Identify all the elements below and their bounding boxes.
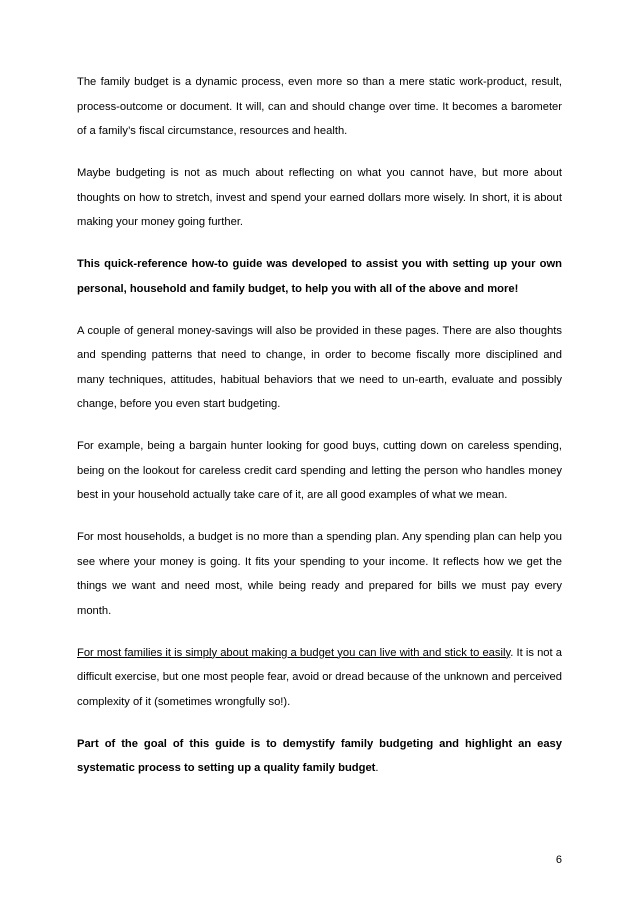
paragraph-text: For most households, a budget is no more than a spending plan. Any spending plan can help you see where your money is going. It fits your spending to your income. It reflects how we get the things we want and need most, while being ready and prepared for bills we must pay every month.: [77, 531, 562, 617]
paragraph-examples: [77, 434, 562, 508]
paragraph-text: .: [375, 762, 379, 774]
paragraph-text: . It is not a difficult exercise, but one most people fear, avoid or dread because of the unknown and perceived complexity of it (sometimes wrongfully so!).: [77, 646, 562, 708]
paragraph-text: A couple of general money-savings will also be provided in these pages. There are also thoughts and spending patterns that need to change, in order to become fiscally more disciplined and many techniques, attitudes, habitual behaviors that we need to un-earth, evaluate and possibly change, before you even start budgeting.: [77, 324, 562, 410]
paragraph-dynamic-process: [77, 70, 562, 144]
paragraph-budgeting-thoughts: [77, 161, 562, 235]
body-text: [77, 70, 562, 781]
paragraph-simple-budget: [77, 641, 562, 715]
underlined-statement: For most families it is simply about making a budget you can live with and stick to easily: [77, 646, 511, 659]
paragraph-money-savings: [77, 319, 562, 417]
paragraph-text: The family budget is a dynamic process, even more so than a mere static work-product, result, process-outcome or document. It will, can and should change over time. It becomes a barometer of a family’s fiscal circumstance, resources and health.: [77, 76, 562, 137]
paragraph-text: This quick-reference how-to guide was developed to assist you with setting up your own personal, household and family budget, to help you with all of the above and more!: [77, 258, 562, 295]
paragraph-guide-goal: [77, 732, 562, 781]
paragraph-guide-purpose: [77, 252, 562, 301]
page-number: 6: [555, 854, 562, 866]
paragraph-text: Maybe budgeting is not as much about reflecting on what you cannot have, but more about thoughts on how to stretch, invest and spend your earned dollars more wisely. In short, it is about making your money going further.: [77, 167, 562, 228]
paragraph-text: For example, being a bargain hunter looking for good buys, cutting down on careless spending, being on the lookout for careless credit card spending and letting the person who handles money best in your household actually take care of it, are all good examples of what we mean.: [77, 440, 562, 501]
paragraph-spending-plan: [77, 525, 562, 623]
bold-statement: Part of the goal of this guide is to demystify family budgeting and highlight an easy systematic process to setting up a quality family budget: [77, 737, 562, 774]
